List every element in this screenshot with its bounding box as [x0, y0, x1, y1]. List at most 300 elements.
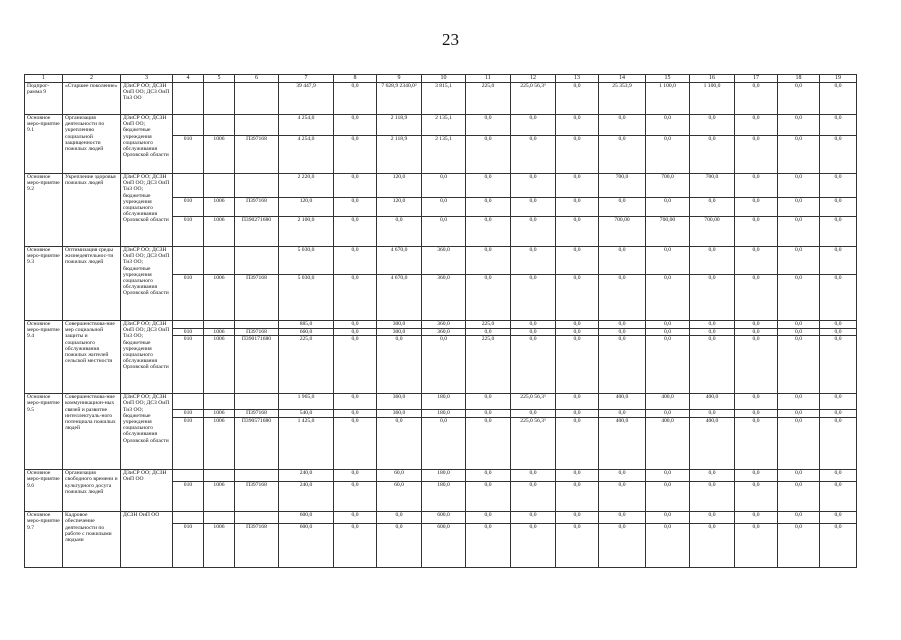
- budget-table: [24, 74, 857, 568]
- header-cell: 10: [422, 75, 466, 83]
- code-cell: [235, 512, 279, 524]
- code-cell: П397168: [235, 275, 279, 321]
- value-cell: 0,0: [778, 174, 820, 198]
- value-cell: 0,0: [820, 470, 857, 482]
- value-cell: 0,0: [334, 512, 377, 524]
- value-cell: 0,0: [334, 275, 377, 321]
- value-cell: 0,0: [778, 321, 820, 329]
- value-cell: 0,0: [466, 247, 511, 275]
- block-executor: ДЗиСР ОО; ДСЗН ОиП ОО; ДСЗ ОиП ТиЗ ОО; бюджетные учреждения социального обслуживания Орловской области: [121, 247, 173, 321]
- value-cell: 0,0: [334, 482, 377, 512]
- value-cell: 0,0: [334, 321, 377, 329]
- header-cell: 14: [599, 75, 646, 83]
- value-cell: 0,0: [466, 275, 511, 321]
- value-cell: 0,0: [599, 115, 646, 136]
- value-cell: 0,0: [778, 418, 820, 470]
- value-cell: 0,0: [599, 247, 646, 275]
- value-cell: 0,0: [422, 217, 466, 247]
- value-cell: 0,0: [778, 410, 820, 418]
- value-cell: 0,0: [466, 329, 511, 336]
- table-row: [25, 83, 857, 115]
- code-cell: 010: [173, 410, 204, 418]
- value-cell: 0,0: [778, 329, 820, 336]
- value-cell: 0,0: [778, 470, 820, 482]
- value-cell: 0,0: [511, 512, 556, 524]
- value-cell: 0,0: [466, 136, 511, 174]
- code-cell: 1006: [204, 482, 235, 512]
- block-title: Совершенствова-ние коммуникацион-ных связей и развитие интеллектуаль-ного потенциала пожилых людей: [63, 394, 121, 470]
- value-cell: 0,0: [334, 470, 377, 482]
- code-cell: [204, 394, 235, 410]
- value-cell: 0,0: [422, 418, 466, 470]
- code-cell: 010: [173, 336, 204, 394]
- header-cell: 9: [377, 75, 422, 83]
- value-cell: 0,0: [646, 410, 690, 418]
- value-cell: 0,0: [599, 136, 646, 174]
- value-cell: 0,0: [735, 174, 778, 198]
- block-name: Основное меро-приятие 9.6: [25, 470, 63, 512]
- code-cell: 1006: [204, 275, 235, 321]
- code-cell: [204, 83, 235, 115]
- value-cell: 0,0: [556, 524, 599, 568]
- value-cell: 7 628,9 2340,0²: [377, 83, 422, 115]
- value-cell: 360,0: [422, 247, 466, 275]
- block-name: Основное меро-приятие 9.3: [25, 247, 63, 321]
- code-cell: [204, 470, 235, 482]
- value-cell: 0,0: [556, 482, 599, 512]
- code-cell: [173, 394, 204, 410]
- value-cell: 0,0: [690, 321, 735, 329]
- code-cell: [204, 512, 235, 524]
- header-cell: 7: [279, 75, 334, 83]
- value-cell: 0,0: [334, 198, 377, 217]
- value-cell: 0,0: [820, 394, 857, 410]
- value-cell: 0,0: [646, 198, 690, 217]
- value-cell: 180,0: [422, 410, 466, 418]
- value-cell: 0,0: [735, 394, 778, 410]
- value-cell: 600,0: [279, 512, 334, 524]
- value-cell: 0,0: [511, 321, 556, 329]
- block-title: Укрепление здоровья пожилых людей: [63, 174, 121, 247]
- code-cell: 010: [173, 275, 204, 321]
- value-cell: 0,0: [511, 247, 556, 275]
- value-cell: 5 030,0: [279, 275, 334, 321]
- value-cell: 0,0: [511, 410, 556, 418]
- value-cell: 180,0: [422, 470, 466, 482]
- code-cell: [173, 470, 204, 482]
- value-cell: 0,0: [820, 418, 857, 470]
- header-cell: 19: [820, 75, 857, 83]
- value-cell: 0,0: [646, 247, 690, 275]
- code-cell: 1006: [204, 336, 235, 394]
- value-cell: 0,0: [334, 524, 377, 568]
- value-cell: 0,0: [466, 217, 511, 247]
- value-cell: 0,0: [646, 482, 690, 512]
- value-cell: 400,0: [599, 418, 646, 470]
- value-cell: 0,0: [599, 336, 646, 394]
- header-cell: 8: [334, 75, 377, 83]
- value-cell: 400,0: [690, 418, 735, 470]
- value-cell: 0,0: [556, 321, 599, 329]
- value-cell: 0,0: [466, 394, 511, 410]
- value-cell: 0,0: [820, 217, 857, 247]
- value-cell: 360,0: [377, 410, 422, 418]
- value-cell: 0,0: [599, 321, 646, 329]
- value-cell: 4 670,0: [377, 275, 422, 321]
- code-cell: [235, 394, 279, 410]
- header-cell: 1: [25, 75, 63, 83]
- value-cell: 0,0: [778, 83, 820, 115]
- value-cell: 0,0: [690, 524, 735, 568]
- value-cell: 0,0: [334, 174, 377, 198]
- value-cell: 0,0: [556, 512, 599, 524]
- block-executor: ДЗиСР ОО; ДСЗН ОиП ОО: [121, 470, 173, 512]
- value-cell: 2 118,9: [377, 115, 422, 136]
- value-cell: 0,0: [820, 321, 857, 329]
- value-cell: 0,0: [820, 198, 857, 217]
- block-executor: ДСЗН ОиП ОО: [121, 512, 173, 568]
- value-cell: 0,0: [735, 410, 778, 418]
- value-cell: 0,0: [820, 336, 857, 394]
- value-cell: 0,0: [511, 275, 556, 321]
- value-cell: 0,0: [466, 482, 511, 512]
- table-row: [25, 174, 857, 198]
- value-cell: 1 965,0: [279, 394, 334, 410]
- value-cell: 120,0: [279, 198, 334, 217]
- code-cell: [173, 512, 204, 524]
- value-cell: 0,0: [511, 198, 556, 217]
- value-cell: 0,0: [646, 524, 690, 568]
- value-cell: 0,0: [599, 482, 646, 512]
- value-cell: 0,0: [646, 115, 690, 136]
- value-cell: 0,0: [466, 198, 511, 217]
- value-cell: 0,0: [778, 136, 820, 174]
- value-cell: 0,0: [556, 336, 599, 394]
- value-cell: 400,0: [646, 394, 690, 410]
- value-cell: 0,0: [735, 115, 778, 136]
- value-cell: 885,0: [279, 321, 334, 329]
- value-cell: 0,0: [778, 336, 820, 394]
- block-title: Кадровое обеспечение деятельности по работе с пожилыми людьми: [63, 512, 121, 568]
- value-cell: 0,0: [778, 217, 820, 247]
- value-cell: 540,0: [279, 410, 334, 418]
- code-cell: П390571680: [235, 418, 279, 470]
- value-cell: 0,0: [778, 512, 820, 524]
- value-cell: 660,0: [279, 329, 334, 336]
- value-cell: 0,0: [820, 83, 857, 115]
- value-cell: 0,0: [690, 410, 735, 418]
- value-cell: 0,0: [599, 512, 646, 524]
- value-cell: 60,0: [377, 470, 422, 482]
- value-cell: 0,0: [422, 198, 466, 217]
- value-cell: 0,0: [735, 524, 778, 568]
- value-cell: 120,0: [377, 174, 422, 198]
- code-cell: [173, 83, 204, 115]
- value-cell: 0,0: [778, 275, 820, 321]
- value-cell: 39 447,9: [279, 83, 334, 115]
- value-cell: 300,0: [377, 321, 422, 329]
- value-cell: 0,0: [735, 512, 778, 524]
- code-cell: 010: [173, 217, 204, 247]
- value-cell: 0,0: [646, 470, 690, 482]
- value-cell: 0,0: [511, 470, 556, 482]
- header-row: [25, 75, 857, 83]
- value-cell: 0,0: [820, 329, 857, 336]
- value-cell: 0,0: [690, 512, 735, 524]
- value-cell: 700,0: [646, 174, 690, 198]
- table-row: [25, 321, 857, 329]
- value-cell: 0,0: [690, 336, 735, 394]
- header-cell: 16: [690, 75, 735, 83]
- block-title: Совершенствова-ние мер социальной защиты и социального обслуживания пожилых жителей сельской местности: [63, 321, 121, 394]
- value-cell: 0,0: [690, 198, 735, 217]
- value-cell: 0,0: [334, 329, 377, 336]
- block-name: Подпрог-рамма 9: [25, 83, 63, 115]
- value-cell: 25 353,9: [599, 83, 646, 115]
- value-cell: 2 118,9: [377, 136, 422, 174]
- block-name: Основное меро-приятие 9.4: [25, 321, 63, 394]
- header-cell: 3: [121, 75, 173, 83]
- value-cell: 0,0: [466, 115, 511, 136]
- value-cell: 0,0: [599, 329, 646, 336]
- value-cell: 225,0: [466, 321, 511, 329]
- code-cell: [173, 174, 204, 198]
- table-row: [25, 512, 857, 524]
- value-cell: 0,0: [556, 410, 599, 418]
- value-cell: 4 670,0: [377, 247, 422, 275]
- value-cell: 0,0: [377, 336, 422, 394]
- header-cell: 17: [735, 75, 778, 83]
- value-cell: 0,0: [511, 329, 556, 336]
- value-cell: 0,0: [690, 482, 735, 512]
- header-cell: 12: [511, 75, 556, 83]
- value-cell: 0,0: [646, 512, 690, 524]
- value-cell: 0,0: [735, 247, 778, 275]
- value-cell: 0,0: [778, 394, 820, 410]
- table-row: [25, 115, 857, 136]
- code-cell: [235, 470, 279, 482]
- value-cell: 0,0: [556, 217, 599, 247]
- header-cell: 2: [63, 75, 121, 83]
- value-cell: 0,0: [556, 174, 599, 198]
- value-cell: 0,0: [334, 410, 377, 418]
- value-cell: 0,0: [334, 418, 377, 470]
- value-cell: 2 220,0: [279, 174, 334, 198]
- value-cell: 600,0: [279, 524, 334, 568]
- value-cell: 0,0: [556, 275, 599, 321]
- value-cell: 3 815,1: [422, 83, 466, 115]
- value-cell: 0,0: [334, 217, 377, 247]
- value-cell: 0,0: [556, 247, 599, 275]
- value-cell: 0,0: [511, 217, 556, 247]
- block-executor: ДЗиСР ОО; ДСЗН ОиП ОО; ДСЗ ОиП ТиЗ ОО: [121, 83, 173, 115]
- value-cell: 1 425,0: [279, 418, 334, 470]
- value-cell: 0,0: [646, 136, 690, 174]
- value-cell: 0,0: [735, 83, 778, 115]
- value-cell: 0,0: [690, 275, 735, 321]
- value-cell: 0,0: [466, 410, 511, 418]
- table-row: [25, 247, 857, 275]
- code-cell: [235, 174, 279, 198]
- code-cell: П397168: [235, 410, 279, 418]
- value-cell: 0,0: [377, 524, 422, 568]
- code-cell: [173, 115, 204, 136]
- code-cell: [204, 247, 235, 275]
- value-cell: 360,0: [377, 394, 422, 410]
- table-row: [25, 470, 857, 482]
- value-cell: 0,0: [735, 336, 778, 394]
- value-cell: 0,0: [599, 198, 646, 217]
- block-title: Организация деятельности по укреплению социальной защищенности пожилых людей: [63, 115, 121, 174]
- value-cell: 0,0: [735, 329, 778, 336]
- code-cell: [235, 247, 279, 275]
- value-cell: 60,0: [377, 482, 422, 512]
- value-cell: 0,0: [556, 418, 599, 470]
- value-cell: 0,0: [556, 198, 599, 217]
- value-cell: 0,0: [377, 512, 422, 524]
- value-cell: 0,0: [466, 470, 511, 482]
- block-title: «Старшее поколение»: [63, 83, 121, 115]
- value-cell: 0,0: [377, 217, 422, 247]
- value-cell: 0,0: [422, 174, 466, 198]
- value-cell: 360,0: [422, 321, 466, 329]
- value-cell: 0,0: [820, 275, 857, 321]
- code-cell: [204, 321, 235, 329]
- value-cell: 0,0: [820, 410, 857, 418]
- value-cell: 5 030,0: [279, 247, 334, 275]
- code-cell: 010: [173, 198, 204, 217]
- block-title: Организация свободного времени и культурного досуга пожилых людей: [63, 470, 121, 512]
- value-cell: 0,0: [334, 336, 377, 394]
- value-cell: 0,0: [735, 198, 778, 217]
- value-cell: 0,0: [377, 418, 422, 470]
- code-cell: 1006: [204, 329, 235, 336]
- value-cell: 400,0: [599, 394, 646, 410]
- value-cell: 0,0: [820, 524, 857, 568]
- value-cell: 0,0: [735, 136, 778, 174]
- value-cell: 400,0: [646, 418, 690, 470]
- block-title: Оптимизация среды жизнедеятельнос-ти пожилых людей: [63, 247, 121, 321]
- value-cell: 0,0: [646, 329, 690, 336]
- value-cell: 225,0: [466, 83, 511, 115]
- value-cell: 0,0: [599, 470, 646, 482]
- header-cell: 4: [173, 75, 204, 83]
- value-cell: 0,0: [778, 482, 820, 512]
- code-cell: 1006: [204, 136, 235, 174]
- value-cell: 0,0: [556, 115, 599, 136]
- value-cell: 700,00: [599, 217, 646, 247]
- table-row: [25, 394, 857, 410]
- value-cell: 0,0: [511, 174, 556, 198]
- value-cell: 600,0: [422, 524, 466, 568]
- value-cell: 2 135,1: [422, 115, 466, 136]
- value-cell: 0,0: [556, 394, 599, 410]
- value-cell: 400,0: [690, 394, 735, 410]
- value-cell: 600,0: [422, 512, 466, 524]
- code-cell: [235, 321, 279, 329]
- code-cell: 010: [173, 418, 204, 470]
- value-cell: 0,0: [422, 336, 466, 394]
- code-cell: 1006: [204, 418, 235, 470]
- code-cell: 1006: [204, 217, 235, 247]
- value-cell: 700,0: [690, 174, 735, 198]
- value-cell: 0,0: [511, 482, 556, 512]
- value-cell: 0,0: [820, 115, 857, 136]
- value-cell: 0,0: [735, 482, 778, 512]
- value-cell: 0,0: [466, 512, 511, 524]
- value-cell: 0,0: [690, 115, 735, 136]
- value-cell: 0,0: [735, 275, 778, 321]
- page-number: 23: [442, 30, 459, 49]
- code-cell: 1006: [204, 198, 235, 217]
- block-executor: ДЗиСР ОО; ДСЗН ОиП ОО; ДСЗ ОиП ТиЗ ОО; бюджетные учреждения социального обслуживания Орловской области: [121, 394, 173, 470]
- code-cell: [235, 83, 279, 115]
- value-cell: 0,0: [778, 247, 820, 275]
- value-cell: 0,0: [778, 198, 820, 217]
- value-cell: 0,0: [511, 136, 556, 174]
- value-cell: 0,0: [511, 336, 556, 394]
- block-name: Основное меро-приятие 9.1: [25, 115, 63, 174]
- value-cell: 4 254,0: [279, 115, 334, 136]
- code-cell: [204, 174, 235, 198]
- code-cell: [173, 247, 204, 275]
- value-cell: 0,0: [599, 275, 646, 321]
- code-cell: П397168: [235, 136, 279, 174]
- value-cell: 225,0: [466, 336, 511, 394]
- value-cell: 0,0: [820, 512, 857, 524]
- value-cell: 180,0: [422, 394, 466, 410]
- value-cell: 0,0: [690, 136, 735, 174]
- block-executor: ДЗиСР ОО; ДСЗН ОиП ОО; ДСЗ ОиП ТиЗ ОО; бюджетные учреждения социального обслуживания Орловской области: [121, 321, 173, 394]
- code-cell: 1006: [204, 524, 235, 568]
- code-cell: 010: [173, 329, 204, 336]
- value-cell: 2 100,0: [279, 217, 334, 247]
- value-cell: 180,0: [422, 482, 466, 512]
- block-executor: ДЗиСР ОО; ДСЗН ОиП ОО; бюджетные учреждения социального обслуживания Орловской области: [121, 115, 173, 174]
- value-cell: 0,0: [334, 247, 377, 275]
- value-cell: 225,0 56,3³: [511, 83, 556, 115]
- value-cell: 0,0: [334, 136, 377, 174]
- value-cell: 0,0: [511, 115, 556, 136]
- value-cell: 2 135,1: [422, 136, 466, 174]
- value-cell: 0,0: [556, 83, 599, 115]
- value-cell: 0,0: [599, 524, 646, 568]
- value-cell: 0,0: [735, 217, 778, 247]
- value-cell: 0,0: [334, 115, 377, 136]
- value-cell: 700,0: [599, 174, 646, 198]
- code-cell: [173, 321, 204, 329]
- code-cell: 010: [173, 482, 204, 512]
- value-cell: 0,0: [466, 418, 511, 470]
- header-cell: 11: [466, 75, 511, 83]
- value-cell: 0,0: [511, 524, 556, 568]
- value-cell: 240,0: [279, 482, 334, 512]
- value-cell: 0,0: [466, 524, 511, 568]
- value-cell: 0,0: [599, 410, 646, 418]
- value-cell: 0,0: [646, 321, 690, 329]
- value-cell: 360,0: [422, 275, 466, 321]
- code-cell: [235, 115, 279, 136]
- value-cell: 0,0: [646, 275, 690, 321]
- value-cell: 0,0: [334, 83, 377, 115]
- value-cell: 360,0: [422, 329, 466, 336]
- value-cell: 0,0: [820, 482, 857, 512]
- value-cell: 0,0: [556, 470, 599, 482]
- value-cell: 0,0: [690, 329, 735, 336]
- code-cell: П397168: [235, 524, 279, 568]
- value-cell: 0,0: [820, 136, 857, 174]
- value-cell: 0,0: [556, 329, 599, 336]
